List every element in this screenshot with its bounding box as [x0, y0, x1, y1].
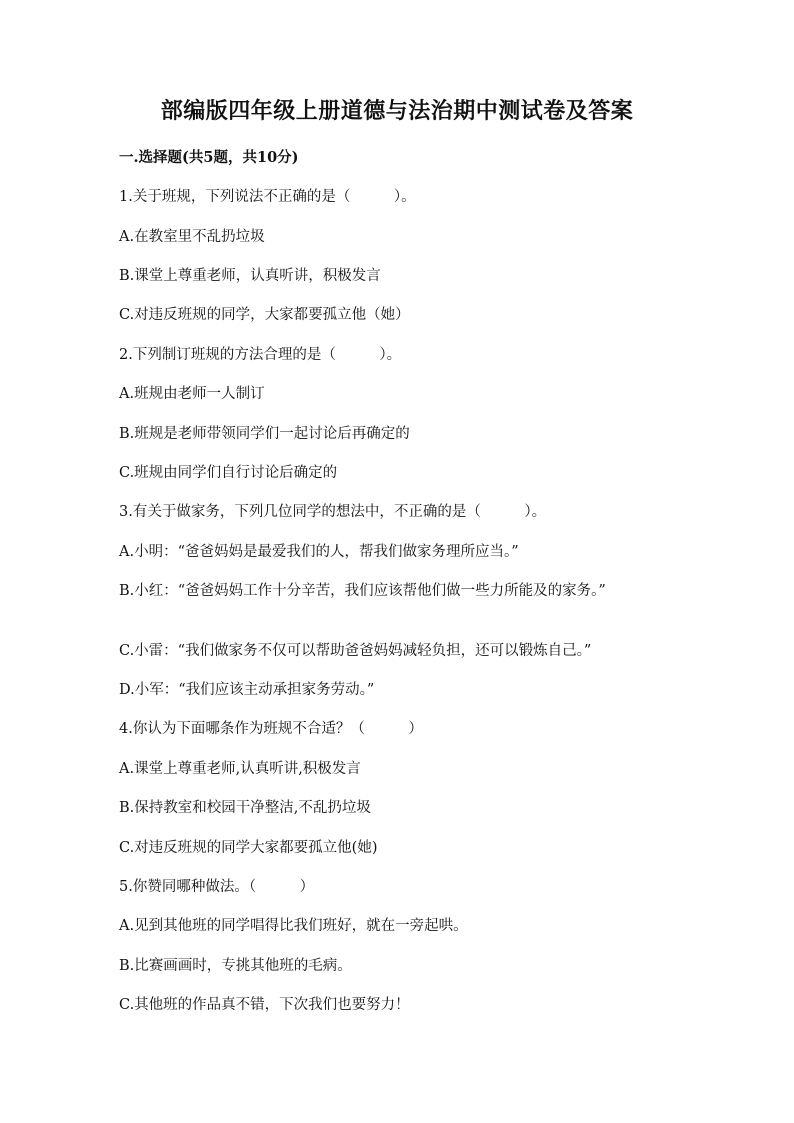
question-3-option-b: B.小红：“爸爸妈妈工作十分辛苦，我们应该帮他们做一些力所能及的家务。”	[119, 583, 606, 599]
question-1-option-b: B.课堂上尊重老师，认真听讲，积极发言	[119, 268, 381, 284]
question-2-option-a: A.班规由老师一人制订	[119, 386, 265, 402]
question-5-stem: 5.你赞同哪种做法。（ ）	[119, 879, 315, 895]
question-3-option-c: C.小雷：“我们做家务不仅可以帮助爸爸妈妈减轻负担，还可以锻炼自己。”	[119, 643, 592, 659]
question-3-stem: 3.有关于做家务，下列几位同学的想法中，不正确的是（ ）。	[119, 504, 547, 520]
question-3-option-d: D.小军：“我们应该主动承担家务劳动。”	[119, 682, 375, 698]
page-title: 部编版四年级上册道德与法治期中测试卷及答案	[160, 98, 634, 124]
question-4-option-c: C.对违反班规的同学大家都要孤立他(她)	[119, 840, 378, 856]
question-1-option-a: A.在教室里不乱扔垃圾	[119, 229, 265, 245]
question-4-stem: 4.你认为下面哪条作为班规不合适？（ ）	[119, 721, 423, 737]
question-1-stem: 1.关于班规，下列说法不正确的是（ ）。	[119, 189, 416, 205]
question-4-option-b: B.保持教室和校园干净整洁,不乱扔垃圾	[119, 800, 371, 816]
question-4-option-a: A.课堂上尊重老师,认真听讲,积极发言	[119, 761, 361, 777]
question-2-option-b: B.班规是老师带领同学们一起讨论后再确定的	[119, 426, 410, 442]
question-2-stem: 2.下列制订班规的方法合理的是（ ）。	[119, 347, 402, 363]
section-heading: 一.选择题(共5题，共10分)	[119, 149, 299, 166]
question-5-option-b: B.比赛画画时，专挑其他班的毛病。	[119, 958, 352, 974]
question-5-option-a: A.见到其他班的同学唱得比我们班好，就在一旁起哄。	[119, 918, 468, 934]
question-1-option-c: C.对违反班规的同学，大家都要孤立他（她）	[119, 307, 410, 323]
question-3-option-a: A.小明：“爸爸妈妈是最爱我们的人，帮我们做家务理所应当。”	[119, 544, 519, 560]
question-2-option-c: C.班规由同学们自行讨论后确定的	[119, 465, 338, 481]
question-5-option-c: C.其他班的作品真不错，下次我们也要努力！	[119, 997, 410, 1013]
